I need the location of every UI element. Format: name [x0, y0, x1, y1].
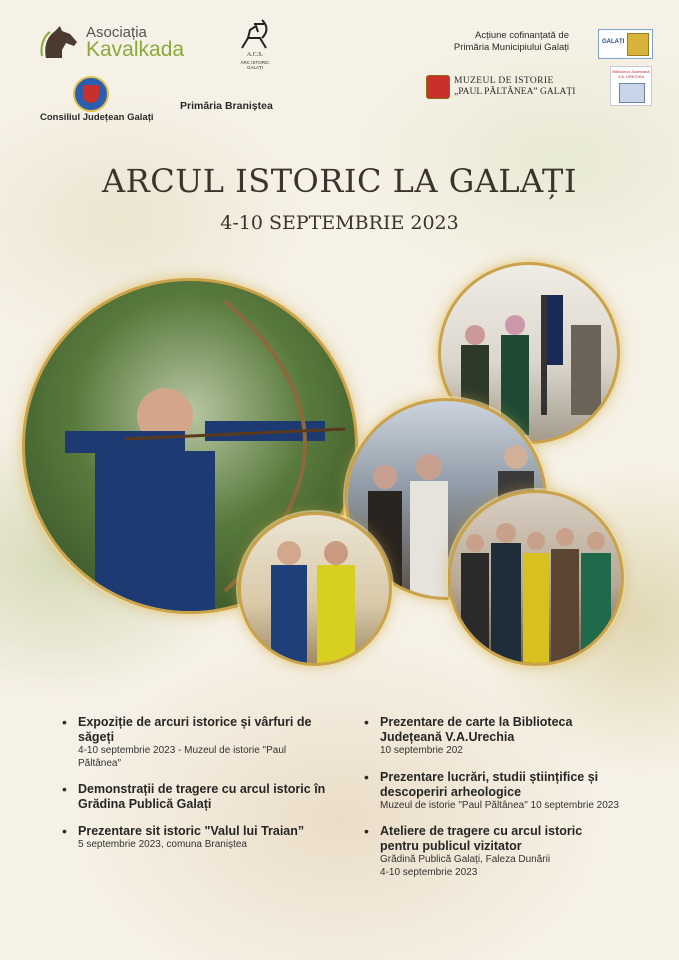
acs-logo — [232, 18, 278, 70]
event-title: • Demonstrații de tragere cu arcul istoric în Grădina Publică Galați — [78, 782, 326, 811]
event-title: • Expoziție de arcuri istorice și vârfuri de săgeți — [78, 715, 312, 744]
list-item — [60, 824, 330, 852]
museum-crest-icon — [426, 75, 450, 99]
kavalkada-main-text: Kavalkada — [86, 38, 185, 61]
event-dates: 4-10 SEPTEMBRIE 2023 — [220, 212, 459, 234]
acs-label: A.C.S. — [246, 52, 264, 58]
galati-crest-icon — [627, 33, 649, 56]
muzeu-logo — [426, 74, 586, 100]
centaur-archer-icon — [238, 18, 272, 52]
list-item — [60, 715, 330, 770]
kavalkada-logo — [38, 20, 218, 64]
events-left-column — [60, 715, 330, 864]
list-item — [362, 715, 622, 758]
muzeu-line-2: „PAUL PĂLTĂNEA” GALAȚI — [454, 87, 576, 97]
muzeu-line-1: MUZEUL DE ISTORIE — [454, 76, 554, 86]
biblioteca-logo — [610, 66, 652, 106]
event-detail: 4-10 septembrie 2023 - Muzeul de istorie "Paul Păltânea" — [78, 745, 287, 769]
event-title: • Prezentare lucrări, studii științifice și descoperiri arheologice — [380, 769, 599, 799]
list-item — [362, 770, 622, 813]
cofin-line-2: Primăria Municipiului Galați — [453, 42, 569, 53]
costume-duo-photo — [238, 512, 392, 666]
library-building-icon — [619, 83, 645, 103]
primaria-branistea-label: Primăria Braniștea — [180, 100, 273, 112]
horse-head-icon — [40, 22, 80, 60]
event-detail-dates: 4-10 septembrie 2023 — [380, 866, 478, 878]
list-item — [362, 824, 622, 879]
galati-label: GALAȚI — [602, 39, 625, 45]
event-detail: 5 septembrie 2023, comuna Braniștea — [78, 839, 247, 850]
group-costumes-photo — [448, 490, 624, 666]
event-title: • Ateliere de tragere cu arcul istoric pentru publicul vizitator — [380, 824, 583, 853]
events-right-column — [362, 715, 622, 891]
event-title: • Prezentare sit istoric "Valul lui Traian” — [78, 824, 305, 838]
list-item — [60, 782, 330, 812]
consiliul-label: Consiliul Județean Galați — [40, 112, 154, 123]
people-icon — [241, 515, 389, 663]
acs-sublabel: ARC ISTORIC GALAȚI — [240, 60, 270, 70]
cofin-line-1: Acțiune cofinanțată de — [474, 30, 569, 41]
cofinantare-text — [339, 30, 569, 54]
county-crest-icon — [73, 76, 109, 112]
event-detail: 10 septembrie 202 — [380, 745, 463, 756]
people-icon — [451, 493, 621, 663]
kavalkada-top-text: Asociația — [86, 24, 147, 41]
galati-logo — [598, 29, 653, 59]
event-title: • Prezentare de carte la Biblioteca Județeană V.A.Urechia — [380, 715, 573, 744]
biblioteca-label: Biblioteca Județeană V.A. URECHIA — [612, 69, 650, 79]
event-detail: Grădină Publică Galați, Faleza Dunării — [380, 854, 551, 865]
consiliul-judetean-logo — [40, 76, 154, 128]
event-detail: Muzeul de istorie "Paul Păltânea" 10 septembrie 2023 — [380, 799, 619, 811]
page-title: ARCUL ISTORIC LA GALAȚI — [102, 162, 577, 200]
